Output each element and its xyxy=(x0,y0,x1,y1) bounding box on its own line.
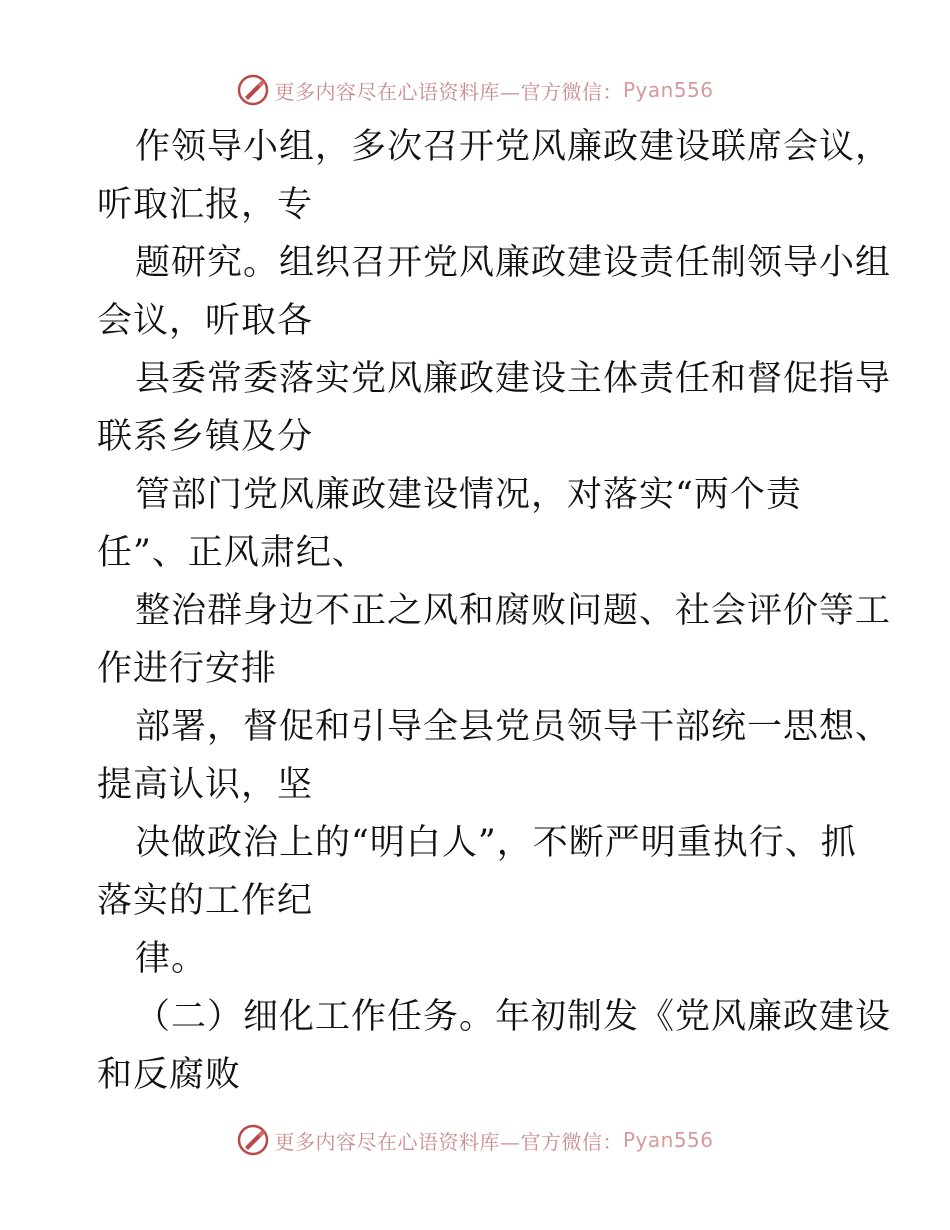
line-text: 决做政治上的“明白人”，不断严明重执行、抓 xyxy=(135,823,857,863)
line-text: 听取汇报，专 xyxy=(97,185,314,225)
watermark-text: 更多内容尽在心语资料库—官方微信： xyxy=(274,79,623,104)
watermark-wechat-id: Pyan556 xyxy=(622,1128,714,1152)
line-text: 县委常委落实党风廉政建设主体责任和督促指导 xyxy=(135,359,892,399)
line-text: 提高认识，坚 xyxy=(97,765,314,805)
paragraph-line xyxy=(97,582,892,698)
line-text: （二）细化工作任务。年初制发《党风廉政建设 xyxy=(135,997,892,1037)
line-text: 整治群身边不正之风和腐败问题、社会评价等工 xyxy=(135,591,892,631)
paragraph-line xyxy=(97,234,892,350)
line-text: 和反腐败 xyxy=(97,1055,242,1095)
paragraph-line xyxy=(97,118,892,234)
footer-watermark xyxy=(0,1120,950,1160)
line-text: 管部门党风廉政建设情况，对落实“两个责 xyxy=(135,475,802,515)
line-text: 作领导小组，多次召开党风廉政建设联席会议， xyxy=(135,127,892,167)
line-text: 作进行安排 xyxy=(97,649,278,689)
line-text: 题研究。组织召开党风廉政建设责任制领导小组 xyxy=(135,243,892,283)
watermark-text: 更多内容尽在心语资料库—官方微信： xyxy=(274,1129,623,1154)
pen-logo-icon xyxy=(236,1123,270,1157)
pen-logo-icon xyxy=(236,73,270,107)
section-heading-line xyxy=(97,988,892,1104)
paragraph-line xyxy=(97,350,892,466)
paragraph-line xyxy=(97,814,867,930)
document-body xyxy=(97,118,892,1104)
line-text: 落实的工作纪 xyxy=(97,881,314,921)
line-text: 任”、正风肃纪、 xyxy=(97,533,368,573)
line-text: 联系乡镇及分 xyxy=(97,417,314,457)
watermark-wechat-id: Pyan556 xyxy=(622,78,714,102)
line-text: 部署，督促和引导全县党员领导干部统一思想、 xyxy=(135,707,892,747)
header-watermark xyxy=(0,70,950,110)
paragraph-line xyxy=(97,698,892,814)
paragraph-line xyxy=(97,466,867,582)
paragraph-end-line: 律。 xyxy=(135,939,208,979)
line-text: 会议，听取各 xyxy=(97,301,314,341)
